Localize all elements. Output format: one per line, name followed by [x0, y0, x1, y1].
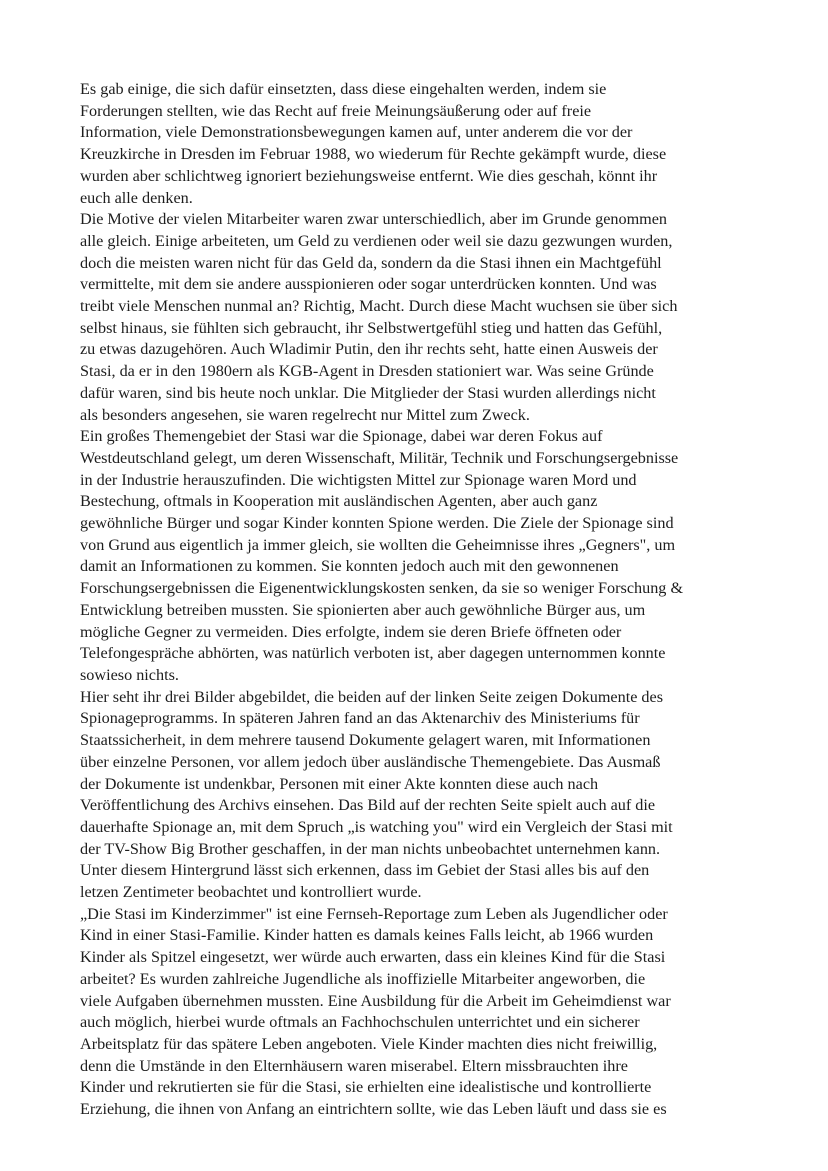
text-line: doch die meisten waren nicht für das Geld da, sondern da die Stasi ihnen ein Machtgefühl [80, 253, 662, 272]
text-line: Forderungen stellten, wie das Recht auf freie Meinungsäußerung oder auf freie [80, 101, 592, 120]
paragraph-protests [80, 79, 752, 209]
text-line: Bestechung, oftmals in Kooperation mit ausländischen Agenten, aber auch ganz [80, 492, 598, 511]
text-line: Ein großes Themengebiet der Stasi war die Spionage, dabei war deren Fokus auf [80, 427, 603, 446]
text-line: wurden aber schlichtweg ignoriert beziehungsweise entfernt. Wie dies geschah, könnt ihr [80, 166, 658, 185]
text-line: zu etwas dazugehören. Auch Wladimir Putin, den ihr rechts seht, hatte einen Ausweis der [80, 340, 658, 359]
text-line: viele Aufgaben übernehmen mussten. Eine Ausbildung für die Arbeit im Geheimdienst war [80, 991, 671, 1010]
document-page [80, 79, 752, 1121]
text-line: dauerhafte Spionage an, mit dem Spruch „is watching you" wird ein Vergleich der Stasi mit [80, 817, 673, 836]
text-line: mögliche Gegner zu vermeiden. Dies erfolgte, indem sie deren Briefe öffneten oder [80, 622, 622, 641]
text-line: Spionageprogramms. In späteren Jahren fand an das Aktenarchiv des Ministeriums für [80, 709, 640, 728]
text-line: Kinder als Spitzel eingesetzt, wer würde auch erwarten, dass ein kleines Kind für die Stasi [80, 948, 666, 967]
paragraph-espionage [80, 426, 752, 686]
text-line: Kind in einer Stasi-Familie. Kinder hatten es damals keines Falls leicht, ab 1966 wurden [80, 926, 654, 945]
text-line: Die Motive der vielen Mitarbeiter waren zwar unterschiedlich, aber im Grunde genommen [80, 210, 668, 229]
text-line: in der Industrie herauszufinden. Die wichtigsten Mittel zur Spionage waren Mord und [80, 470, 637, 489]
text-line: dafür waren, sind bis heute noch unklar. Die Mitglieder der Stasi wurden allerdings nicht [80, 383, 656, 402]
text-line: letzen Zentimeter beobachtet und kontrolliert wurde. [80, 883, 422, 902]
text-line: vermittelte, mit dem sie andere ausspionieren oder sogar unterdrücken konnten. Und was [80, 275, 657, 294]
text-line: Unter diesem Hintergrund lässt sich erkennen, dass im Gebiet der Stasi alles bis auf den [80, 861, 650, 880]
text-line: damit an Informationen zu kommen. Sie konnten jedoch auch mit den gewonnenen [80, 557, 619, 576]
text-line: Veröffentlichung des Archivs einsehen. Das Bild auf der rechten Seite spielt auch auf die [80, 796, 656, 815]
text-line: Westdeutschland gelegt, um deren Wissenschaft, Militär, Technik und Forschungsergebnisse [80, 448, 679, 467]
text-line: selbst hinaus, sie fühlten sich gebraucht, ihr Selbstwertgefühl stieg und hatten das Gefühl, [80, 318, 663, 337]
text-line: Arbeitsplatz für das spätere Leben angeboten. Viele Kinder machten dies nicht freiwillig, [80, 1034, 658, 1053]
text-line: Erziehung, die ihnen von Anfang an eintrichtern sollte, wie das Leben läuft und dass sie es [80, 1100, 667, 1119]
text-line: sowieso nichts. [80, 665, 179, 684]
text-line: „Die Stasi im Kinderzimmer" ist eine Fernseh-Reportage zum Leben als Jugendlicher oder [80, 904, 668, 923]
text-line: Stasi, da er in den 1980ern als KGB-Agent in Dresden stationiert war. Was seine Gründe [80, 362, 654, 381]
text-line: Forschungsergebnissen die Eigenentwicklungskosten senken, da sie so weniger Forschung & [80, 579, 684, 598]
text-line: Hier seht ihr drei Bilder abgebildet, die beiden auf der linken Seite zeigen Dokumente des [80, 687, 664, 706]
paragraph-images [80, 687, 752, 904]
text-line: Kinder und rekrutierten sie für die Stasi, sie erhielten eine idealistische und kontrollierte [80, 1078, 652, 1097]
paragraph-motives [80, 209, 752, 426]
text-line: Kreuzkirche in Dresden im Februar 1988, wo wiederum für Rechte gekämpft wurde, diese [80, 145, 667, 164]
paragraph-children [80, 904, 752, 1121]
text-line: euch alle denken. [80, 188, 193, 207]
text-line: Staatssicherheit, in dem mehrere tausend Dokumente gelagert waren, mit Informationen [80, 731, 651, 750]
text-line: von Grund aus eigentlich ja immer gleich, sie wollten die Geheimnisse ihres „Gegners", um [80, 535, 676, 554]
text-line: als besonders angesehen, sie waren regelrecht nur Mittel zum Zweck. [80, 405, 530, 424]
text-line: Entwicklung betreiben mussten. Sie spionierten aber auch gewöhnliche Bürger aus, um [80, 600, 646, 619]
text-line: gewöhnliche Bürger und sogar Kinder konnten Spione werden. Die Ziele der Spionage sind [80, 514, 674, 533]
text-line: Telefongespräche abhörten, was natürlich verboten ist, aber dagegen unternommen konnte [80, 644, 666, 663]
text-line: über einzelne Personen, vor allem jedoch über ausländische Themengebiete. Das Ausmaß [80, 752, 661, 771]
text-line: denn die Umstände in den Elternhäusern waren miserabel. Eltern missbrauchten ihre [80, 1056, 628, 1075]
text-line: Es gab einige, die sich dafür einsetzten, dass diese eingehalten werden, indem sie [80, 80, 607, 98]
text-line: arbeitet? Es wurden zahlreiche Jugendliche als inoffizielle Mitarbeiter angeworben, die [80, 969, 646, 988]
text-line: treibt viele Menschen nunmal an? Richtig, Macht. Durch diese Macht wuchsen sie über sich [80, 297, 678, 316]
text-line: der TV-Show Big Brother geschaffen, in der man nichts unbeobachtet unternehmen kann. [80, 839, 661, 858]
text-line: auch möglich, hierbei wurde oftmals an Fachhochschulen unterrichtet und ein sicherer [80, 1013, 640, 1032]
text-line: Information, viele Demonstrationsbewegungen kamen auf, unter anderem die vor der [80, 123, 633, 142]
text-line: der Dokumente ist undenkbar, Personen mit einer Akte konnten diese auch nach [80, 774, 599, 793]
text-line: alle gleich. Einige arbeiteten, um Geld zu verdienen oder weil sie dazu gezwungen wurden, [80, 231, 673, 250]
